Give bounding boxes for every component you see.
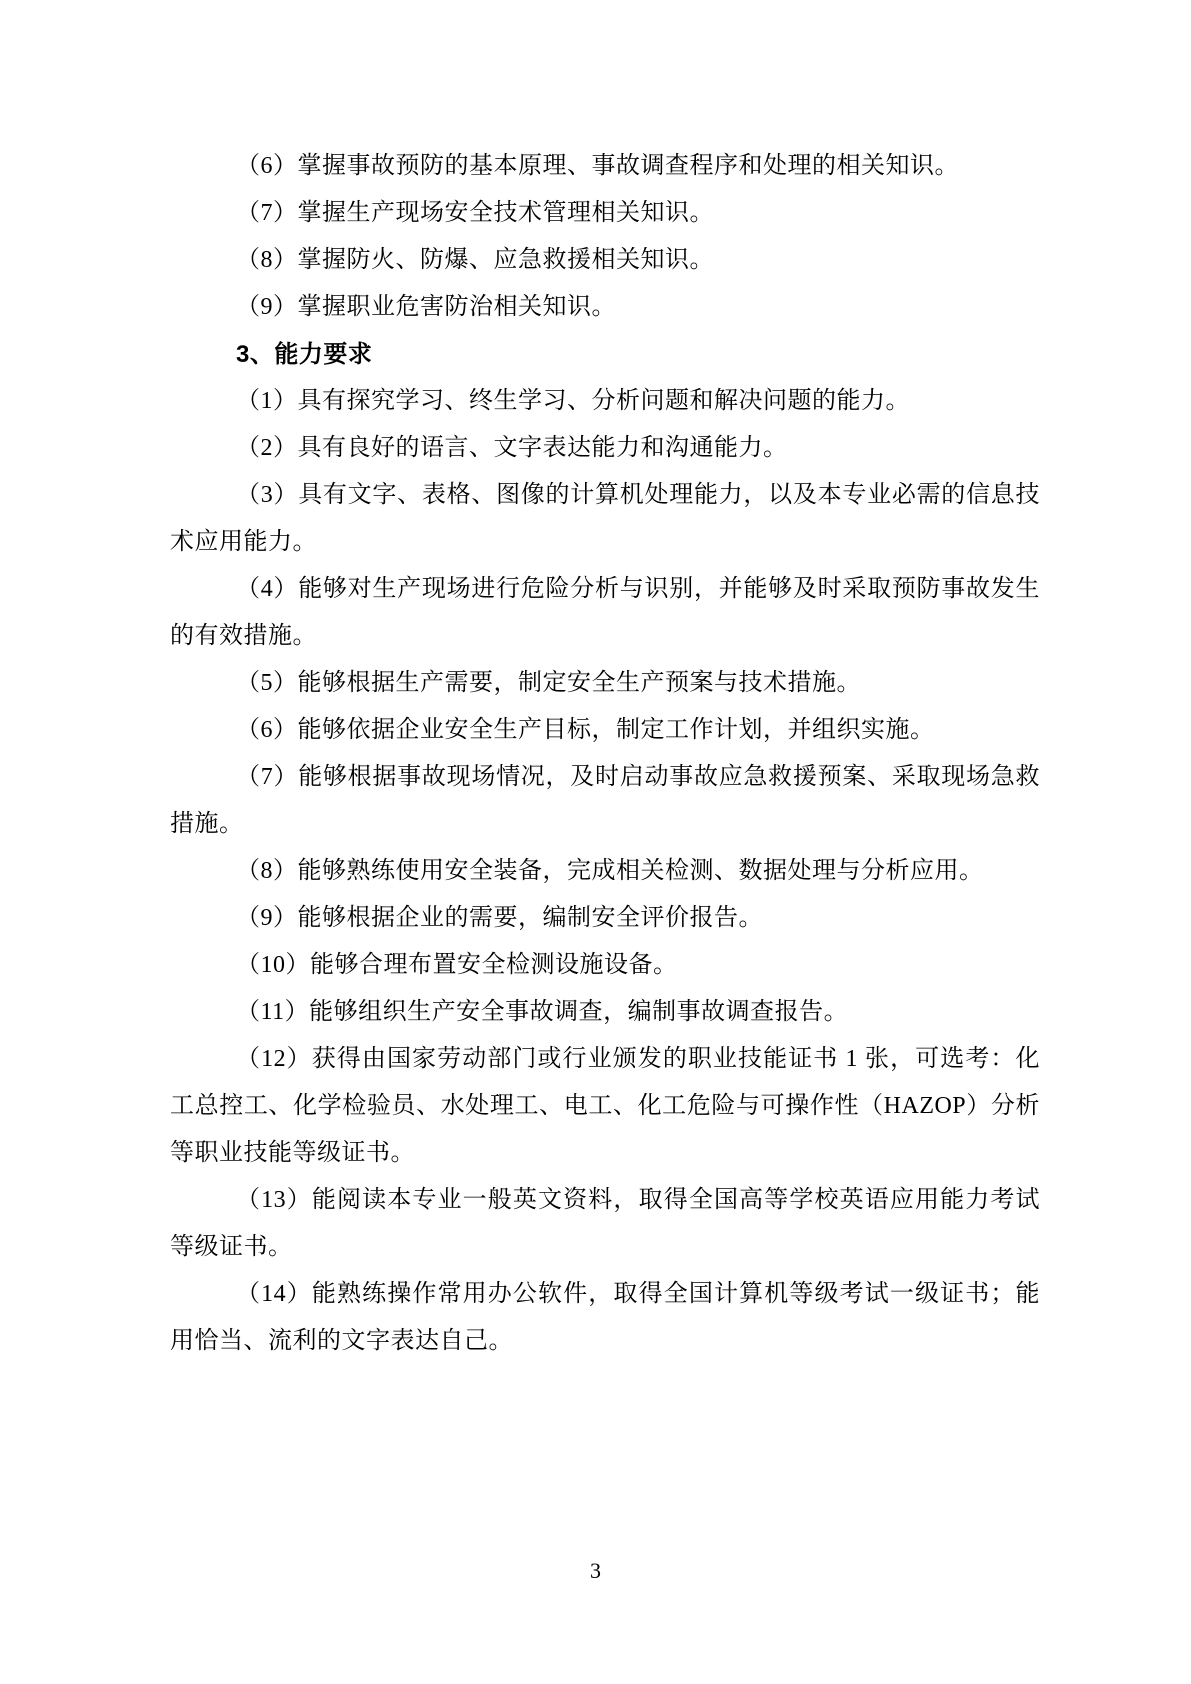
page-number: 3: [590, 1558, 601, 1583]
ability-item-11: （11）能够组织生产安全事故调查，编制事故调查报告。: [236, 999, 849, 1025]
section-heading-ability-requirements: 3、能力要求: [236, 341, 373, 368]
ability-item-10: （10）能够合理布置安全检测设施设备。: [236, 952, 678, 978]
ability-item-13: （13）能阅读本专业一般英文资料，取得全国高等学校英语应用能力考试等级证书。: [170, 1187, 1040, 1260]
knowledge-item-6: （6）掌握事故预防的基本原理、事故调查程序和处理的相关知识。: [236, 153, 959, 179]
ability-item-4: （4）能够对生产现场进行危险分析与识别，并能够及时采取预防事故发生的有效措施。: [170, 576, 1040, 649]
ability-item-7: （7）能够根据事故现场情况，及时启动事故应急救援预案、采取现场急救措施。: [170, 764, 1040, 837]
page-footer: [0, 1556, 1191, 1586]
knowledge-item-9: （9）掌握职业危害防治相关知识。: [236, 294, 616, 320]
ability-item-12: （12）获得由国家劳动部门或行业颁发的职业技能证书 1 张，可选考：化工总控工、化学检验员、水处理工、电工、化工危险与可操作性（HAZOP）分析等职业技能等级证书。: [170, 1046, 1040, 1166]
ability-item-3: （3）具有文字、表格、图像的计算机处理能力，以及本专业必需的信息技术应用能力。: [170, 482, 1040, 555]
knowledge-item-8: （8）掌握防火、防爆、应急救援相关知识。: [236, 247, 714, 273]
ability-item-9: （9）能够根据企业的需要，编制安全评价报告。: [236, 905, 763, 931]
ability-item-6: （6）能够依据企业安全生产目标，制定工作计划，并组织实施。: [236, 717, 935, 743]
knowledge-item-7: （7）掌握生产现场安全技术管理相关知识。: [236, 200, 714, 226]
document-body: [170, 143, 1040, 1365]
ability-item-14: （14）能熟练操作常用办公软件，取得全国计算机等级考试一级证书；能用恰当、流利的文字表达自己。: [170, 1281, 1040, 1354]
ability-item-2: （2）具有良好的语言、文字表达能力和沟通能力。: [236, 435, 788, 461]
ability-item-5: （5）能够根据生产需要，制定安全生产预案与技术措施。: [236, 670, 861, 696]
ability-item-8: （8）能够熟练使用安全装备，完成相关检测、数据处理与分析应用。: [236, 858, 984, 884]
ability-item-1: （1）具有探究学习、终生学习、分析问题和解决问题的能力。: [236, 388, 910, 414]
